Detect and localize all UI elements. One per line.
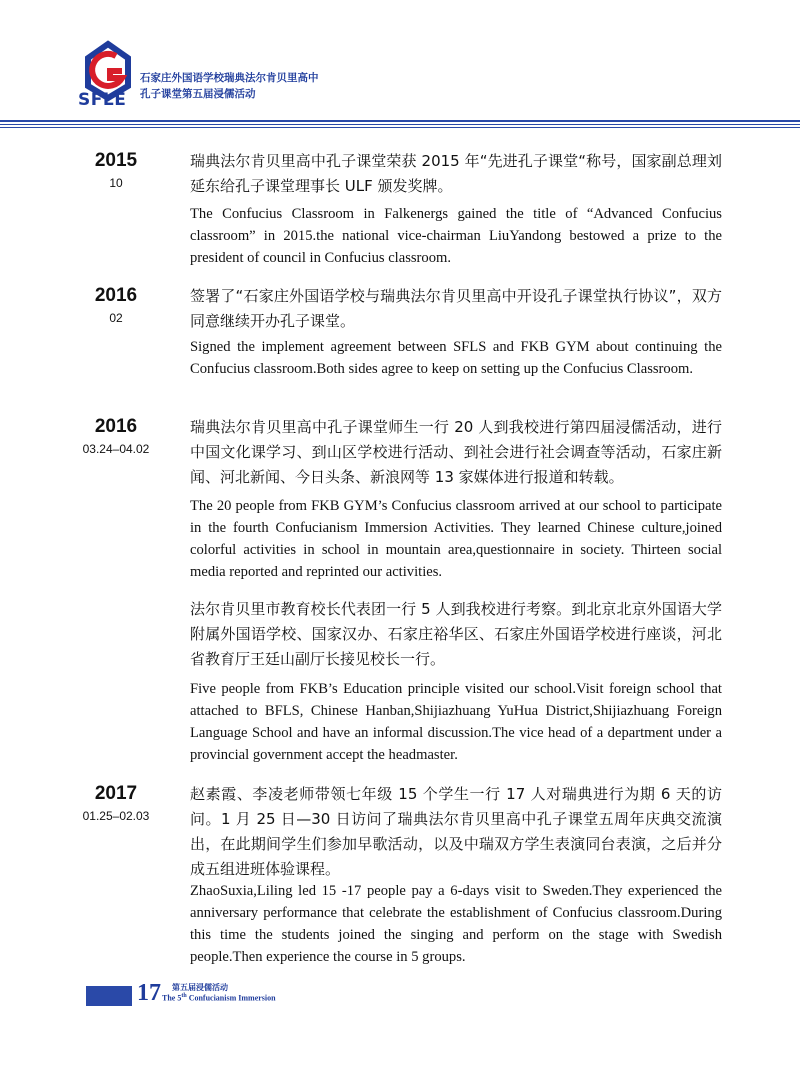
entry-english-text: ZhaoSuxia,Liling led 15 -17 people pay a 6-days visit to Sweden.They experienced the anniversary performance that celebrate the establishment of Confucius classroom.During this time the students joined the singing and perform on the stage with Swedish people.Then experience the course in 5 groups. <box>190 883 722 965</box>
school-name-line: 石家庄外国语学校瑞典法尔肯贝里高中 <box>140 72 319 84</box>
entry-year: 2016 <box>94 416 138 437</box>
entry-english-text-2: Five people from FKB’s Education principle visited our school.Visit foreign school that attached to BFLS, Chinese Hanban,Shijiazhuang YuHua District,Shijiazhuang Foreign Language School and have an informal discussion.The vice head of a department under a provincial government accept the headmaster. <box>190 681 722 763</box>
entry-english-text: The 20 people from FKB GYM’s Confucius classroom arrived at our school to participate in the fourth Confucianism Immersion Activities. They learned Chinese culture,joined colorful activities in school in mountain area,questionnaire in society. Thirteen social media reported and reprinted our activities. <box>190 498 722 580</box>
entry-date: 02 <box>109 311 123 325</box>
footer-bar <box>86 986 132 1006</box>
entry-chinese-text: 签署了“石家庄外国语学校与瑞典法尔肯贝里高中开设孔子课堂执行协议”，双方同意继续开办孔子课堂。 <box>190 287 722 330</box>
header-rule <box>0 127 800 128</box>
footer-series-en: The 5th Confucianism Immersion <box>162 993 276 1003</box>
logo-wordmark: SFLE <box>78 90 127 110</box>
footer-series-zh: 第五届浸儒活动 <box>172 983 228 992</box>
entry-chinese-text: 赵素霞、李凌老师带领七年级 15 个学生一行 17 人对瑞典进行为期 6 天的访问。1 月 25 日—30 日访问了瑞典法尔肯贝里高中孔子课堂五周年庆典交流演出，在此期间学生们参加早歌活动，以及中瑞双方学生表演同台表演，之后并分成五组进班体验课程。 <box>190 785 722 878</box>
entry-chinese-text-2: 法尔肯贝里市教育校长代表团一行 5 人到我校进行考察。到北京北京外国语大学附属外国语学校、国家汉办、石家庄裕华区、石家庄外国语学校进行座谈，河北省教育厅王廷山副厅长接见校长一行。 <box>190 600 722 668</box>
page-number: 17 <box>137 980 161 1006</box>
entry-english-text: The Confucius Classroom in Falkenergs gained the title of “Advanced Confucius classroom” in 2015.the national vice-chairman LiuYandong bestowed a prize to the president of council in Confucius classroom. <box>190 206 722 266</box>
header-rule <box>0 124 800 125</box>
entry-year: 2015 <box>94 150 138 171</box>
entry-date: 03.24–04.02 <box>82 442 150 456</box>
entry-chinese-text: 瑞典法尔肯贝里高中孔子课堂荣获 2015 年“先进孔子课堂“称号，国家副总理刘延东给孔子课堂理事长 ULF 颁发奖牌。 <box>190 152 722 195</box>
entry-chinese-text: 瑞典法尔肯贝里高中孔子课堂师生一行 20 人到我校进行第四届浸儒活动，进行中国文化课学习、到山区学校进行活动、到社会进行社会调查等活动，石家庄新闻、河北新闻、今日头条、新浪网等 13 家媒体进行报道和转载。 <box>190 418 722 486</box>
entry-date: 01.25–02.03 <box>82 809 150 823</box>
event-name-line: 孔子课堂第五届浸儒活动 <box>140 88 256 100</box>
entry-english-text: Signed the implement agreement between SFLS and FKB GYM about continuing the Confucius classroom.Both sides agree to keep on setting up the Confucius Classroom. <box>190 339 722 377</box>
entry-year: 2017 <box>94 783 138 804</box>
entry-date: 10 <box>109 176 123 190</box>
entry-year: 2016 <box>94 285 138 306</box>
page-header <box>0 0 800 118</box>
header-rule <box>0 120 800 122</box>
